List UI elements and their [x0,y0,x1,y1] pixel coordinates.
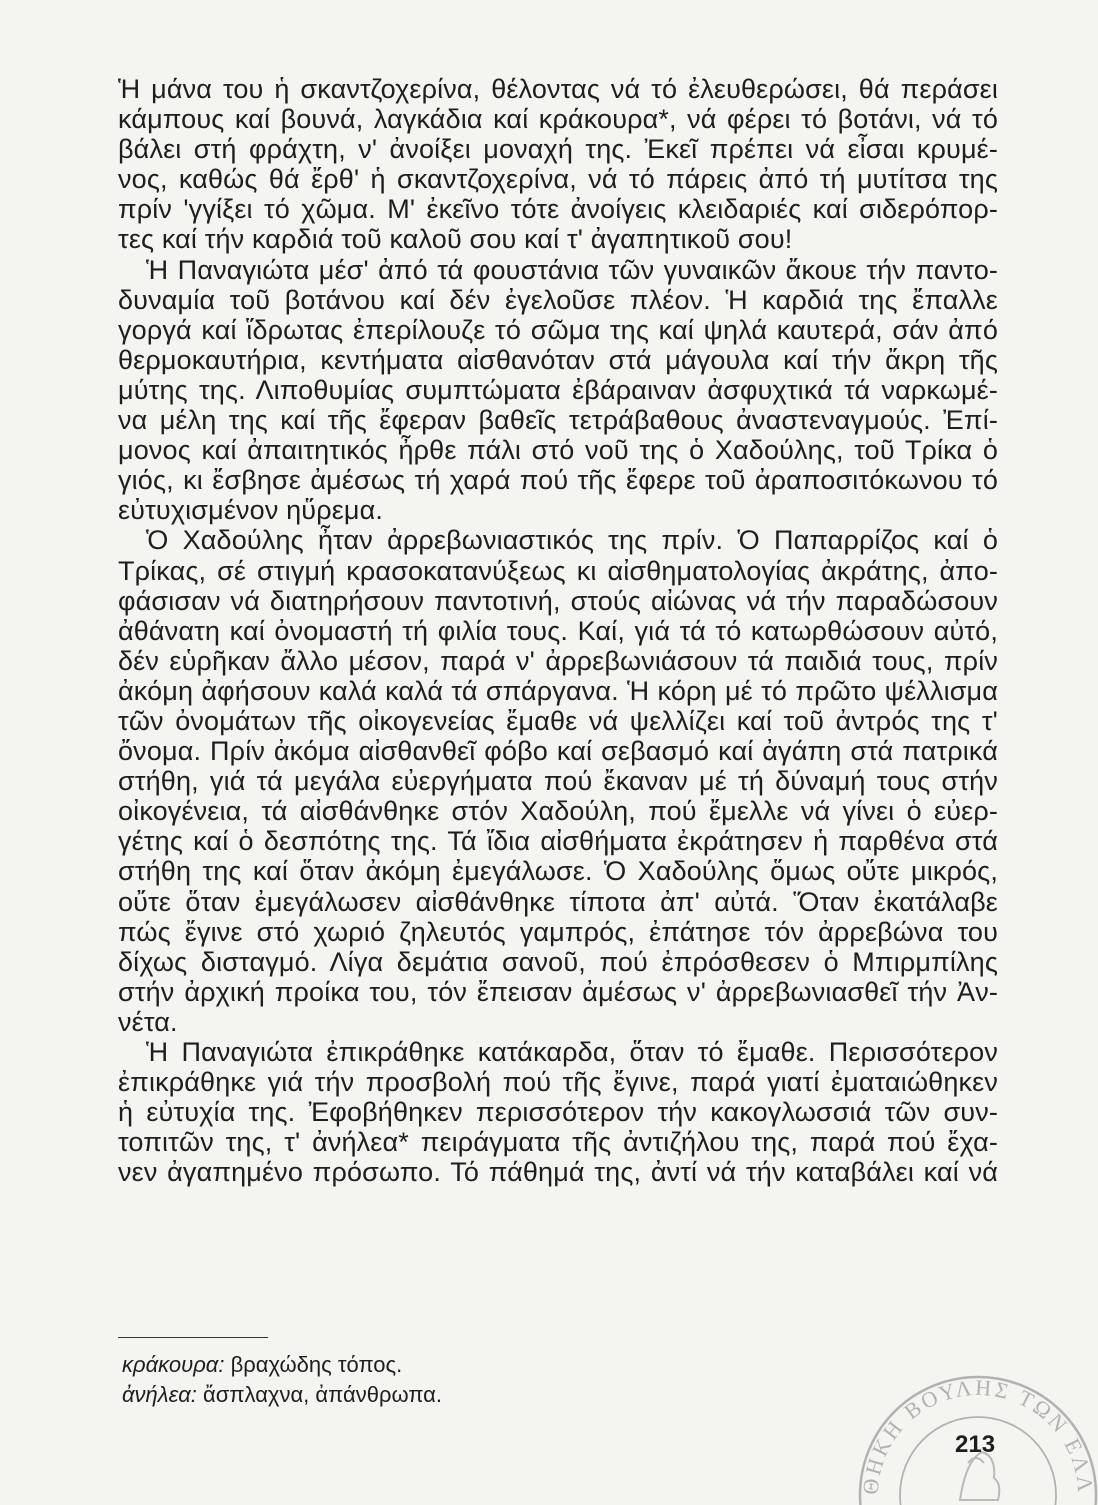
text-line: μύτης της. Λιποθυμίας συμπτώματα ἐβάραιναν ἀσφυχτικά τά ναρκωμέ- [118,374,998,405]
text-line: πρίν 'γγίξει τό χῶμα. Μ' ἐκεῖνο τότε ἀνοίγεις κλειδαριές καί σιδερόπορ- [118,194,998,225]
text-line: δέν εὑρῆκαν ἄλλο μέσον, παρά ν' ἀρρεβωνιάσουν τά παιδιά τους, πρίν [118,645,998,676]
text-line: στήθη, γιά τά μεγάλα εὐεργήματα πού ἔκαναν μέ τή δύναμή τους στήν [118,766,998,797]
text-line: στήν ἀρχική προίκα του, τόν ἔπεισαν ἀμέσως ν' ἀρρεβωνιασθεῖ τήν Ἀν- [118,976,998,1007]
footnotes [122,1350,822,1410]
text-line: ἀκόμη ἀφήσουν καλά καλά τά σπάργανα. Ἡ κόρη μέ τό πρῶτο ψέλλισμα [118,675,998,706]
text-line: ἐπικράθηκε γιά τήν προσβολή πού τῆς ἔγινε, παρά γιατί ἐματαιώθηκεν [118,1067,998,1098]
text-line: νεν ἀγαπημένο πρόσωπο. Τό πάθημά της, ἀντί νά τήν καταβάλει καί νά [118,1157,998,1188]
text-line: θερμοκαυτήρια, κεντήματα αἰσθανόταν στά μάγουλα καί τήν ἄκρη τῆς [118,344,998,375]
library-stamp-icon [838,1345,1098,1505]
footnote-term: ἀνήλεα: [122,1382,197,1407]
footnote-divider [118,1337,268,1338]
text-line: πώς ἔγινε στό χωριό ζηλευτός γαμπρός, ἐπάτησε τόν ἀρρεβώνα του [118,916,998,947]
footnote-definition: βραχώδης τόπος. [230,1352,403,1377]
text-line: νος, καθώς θά ἔρθ' ἡ σκαντζοχερίνα, νά τό πάρεις ἀπό τή μυτίτσα της [118,164,998,195]
text-line: κάμπους καί βουνά, λαγκάδια καί κράκουρα*, νά φέρει τό βοτάνι, νά τό [118,104,998,135]
footnote-item [122,1350,822,1380]
stamp-text: ΘΗΚΗ ΒΟΥΛΗΣ ΤΩΝ ΕΛΛ [857,1374,1098,1496]
text-line: ἀθάνατη καί ὀνομαστή τή φιλία τους. Καί, γιά τά τό κατωρθώσουν αὐτό, [118,615,998,646]
text-line: μονος καί ἀπαιτητικός ἦρθε πάλι στό νοῦ της ὁ Χαδούλης, τοῦ Τρίκα ὁ [118,435,998,466]
footnote-term: κράκουρα: [122,1352,225,1377]
text-line: εὐτυχισμένον ηὕρεμα. [118,495,384,526]
text-line: ἡ εὐτυχία της. Ἐφοβήθηκεν περισσότερον τήν κακογλωσσιά τῶν συν- [118,1097,998,1128]
text-line: τοπιτῶν της, τ' ἀνήλεα* πειράγματα τῆς ἀντιζήλου της, παρά πού ἔχα- [118,1127,998,1158]
text-line: Ἡ μάνα του ἡ σκαντζοχερίνα, θέλοντας νά τό ἐλευθερώσει, θά περάσει [118,74,998,104]
text-line: βάλει στή φράχτη, ν' ἀνοίξει μοναχή της. Ἐκεῖ πρέπει νά εἶσαι κρυμέ- [118,134,998,165]
body-text [118,74,998,1187]
text-line: στήθη της καί ὅταν ἀκόμη ἐμεγάλωσε. Ὁ Χαδούλης ὅμως οὔτε μικρός, [118,856,998,887]
text-line: να μέλη της καί τῆς ἔφεραν βαθεῖς τετράβαθους ἀναστεναγμούς. Ἐπί- [118,405,998,436]
text-line: γοργά καί ἵδρωτας ἐπερίλουζε τό σῶμα της καί ψηλά καυτερά, σάν ἀπό [118,314,998,345]
text-line: γέτης καί ὁ δεσπότης της. Τά ἴδια αἰσθήματα ἐκράτησεν ἡ παρθένα στά [118,826,998,857]
text-line: τῶν ὀνομάτων τῆς οἰκογενείας ἔμαθε νά ψελλίζει καί τοῦ ἀντρός της τ' [118,705,998,736]
text-line: Ἡ Παναγιώτα ἐπικράθηκε κατάκαρδα, ὅταν τό ἔμαθε. Περισσότερον [146,1037,998,1067]
text-line: νέτα. [118,1006,178,1037]
text-line: γιός, κι ἔσβησε ἀμέσως τή χαρά πού τῆς ἔφερε τοῦ ἀραποσιτόκωνου τό [118,465,998,496]
footnote-definition: ἄσπλαχνα, ἀπάνθρωπα. [203,1382,443,1407]
text-line: δίχως δισταγμό. Λίγα δεμάτια σανοῦ, πού ἐπρόσθεσεν ὁ Μπιρμπίλης [118,946,998,977]
text-line: τες καί τήν καρδιά τοῦ καλοῦ σου καί τ' ἀγαπητικοῦ σου! [118,224,793,255]
text-line: Ὁ Χαδούλης ἦταν ἀρρεβωνιαστικός της πρίν. Ὁ Παπαρρίζος καί ὁ [146,525,998,556]
text-line: οὔτε ὅταν ἐμεγάλωσεν αἰσθάνθηκε τίποτα ἀπ' αὐτά. Ὅταν ἐκατάλαβε [118,886,998,917]
text-line: Ἡ Παναγιώτα μέσ' ἀπό τά φουστάνια τῶν γυναικῶν ἄκουε τήν παντο- [146,254,998,285]
text-line: Τρίκας, σέ στιγμή κρασοκατανύξεως κι αἰσθηματολογίας ἀκράτης, ἀπο- [118,555,998,586]
text-line: ὄνομα. Πρίν ἀκόμα αἰσθανθεῖ φόβο καί σεβασμό καί ἀγάπη στά πατρικά [118,736,998,767]
text-line: οἰκογένεια, τά αἰσθάνθηκε στόν Χαδούλη, πού ἔμελλε νά γίνει ὁ εὐερ- [118,796,998,827]
library-stamp [838,1345,1098,1505]
text-line: φάσισαν νά διατηρήσουν παντοτινή, στούς αἰώνας νά τήν παραδώσουν [118,585,998,616]
footnote-item [122,1380,822,1410]
text-line: δυναμία τοῦ βοτάνου καί δέν ἐγελοῦσε πλέον. Ἡ καρδιά της ἔπαλλε [118,284,998,315]
page-number: 213 [955,1431,996,1458]
